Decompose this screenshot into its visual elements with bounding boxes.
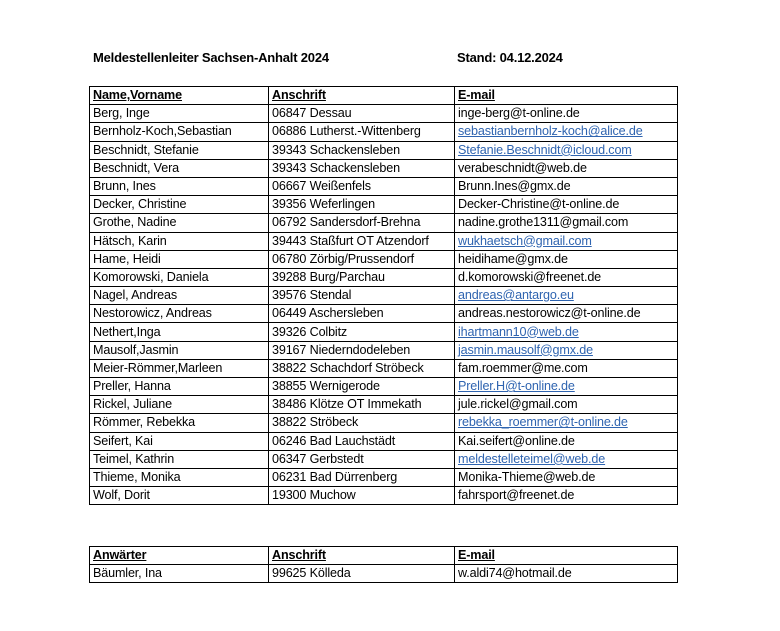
cell-name: Beschnidt, Vera bbox=[90, 159, 269, 177]
document-title: Meldestellenleiter Sachsen-Anhalt 2024 bbox=[93, 50, 329, 65]
cell-name: Meier-Römmer,Marleen bbox=[90, 359, 269, 377]
anwaerter-table bbox=[89, 546, 678, 583]
cell-address: 38822 Schachdorf Ströbeck bbox=[269, 359, 455, 377]
table-row bbox=[90, 432, 678, 450]
cell-address: 06792 Sandersdorf-Brehna bbox=[269, 214, 455, 232]
cell-address: 39288 Burg/Parchau bbox=[269, 268, 455, 286]
cell-name: Hame, Heidi bbox=[90, 250, 269, 268]
cell-address: 06231 Bad Dürrenberg bbox=[269, 468, 455, 486]
cell-email: andreas.nestorowicz@t-online.de bbox=[455, 305, 678, 323]
cell-email: verabeschnidt@web.de bbox=[455, 159, 678, 177]
cell-name: Rickel, Juliane bbox=[90, 396, 269, 414]
cell-address: 39343 Schackensleben bbox=[269, 159, 455, 177]
email-link[interactable]: andreas@antargo.eu bbox=[458, 288, 574, 303]
table-row bbox=[90, 250, 678, 268]
cell-name: Teimel, Kathrin bbox=[90, 450, 269, 468]
cell-email: inge-berg@t-online.de bbox=[455, 105, 678, 123]
cell-email: fahrsport@freenet.de bbox=[455, 487, 678, 505]
table-row bbox=[90, 287, 678, 305]
cell-address: 06667 Weißenfels bbox=[269, 177, 455, 195]
cell-name: Mausolf,Jasmin bbox=[90, 341, 269, 359]
email-link[interactable]: rebekka_roemmer@t-online.de bbox=[458, 415, 628, 430]
column-header-email: E-mail bbox=[455, 547, 678, 565]
cell-name: Nestorowicz, Andreas bbox=[90, 305, 269, 323]
cell-address: 39356 Weferlingen bbox=[269, 196, 455, 214]
cell-name: Preller, Hanna bbox=[90, 378, 269, 396]
cell-name: Hätsch, Karin bbox=[90, 232, 269, 250]
cell-name: Bäumler, Ina bbox=[90, 565, 269, 583]
cell-address: 06847 Dessau bbox=[269, 105, 455, 123]
stand-date: Stand: 04.12.2024 bbox=[457, 50, 563, 65]
table-row bbox=[90, 159, 678, 177]
cell-email: d.komorowski@freenet.de bbox=[455, 268, 678, 286]
cell-address: 39326 Colbitz bbox=[269, 323, 455, 341]
cell-email bbox=[455, 450, 678, 468]
table-row bbox=[90, 305, 678, 323]
cell-name: Wolf, Dorit bbox=[90, 487, 269, 505]
cell-name: Thieme, Monika bbox=[90, 468, 269, 486]
table-row bbox=[90, 468, 678, 486]
table-row bbox=[90, 323, 678, 341]
table-row bbox=[90, 359, 678, 377]
cell-email: Brunn.Ines@gmx.de bbox=[455, 177, 678, 195]
table-row bbox=[90, 177, 678, 195]
table-row bbox=[90, 414, 678, 432]
column-header-address: Anschrift bbox=[269, 547, 455, 565]
table-row bbox=[90, 105, 678, 123]
cell-address: 38486 Klötze OT Immekath bbox=[269, 396, 455, 414]
table-row bbox=[90, 487, 678, 505]
column-header-address: Anschrift bbox=[269, 87, 455, 105]
cell-email bbox=[455, 414, 678, 432]
cell-name: Beschnidt, Stefanie bbox=[90, 141, 269, 159]
cell-email: jule.rickel@gmail.com bbox=[455, 396, 678, 414]
cell-name: Brunn, Ines bbox=[90, 177, 269, 195]
table-row bbox=[90, 565, 678, 583]
column-header-candidate: Anwärter bbox=[90, 547, 269, 565]
cell-email: heidihame@gmx.de bbox=[455, 250, 678, 268]
table-row bbox=[90, 232, 678, 250]
meldestellenleiter-table bbox=[89, 86, 678, 505]
table-row bbox=[90, 141, 678, 159]
table-row bbox=[90, 123, 678, 141]
cell-address: 06246 Bad Lauchstädt bbox=[269, 432, 455, 450]
cell-name: Berg, Inge bbox=[90, 105, 269, 123]
cell-address: 38855 Wernigerode bbox=[269, 378, 455, 396]
cell-address: 39167 Niederndodeleben bbox=[269, 341, 455, 359]
table-header-row bbox=[90, 87, 678, 105]
column-header-name: Name,Vorname bbox=[90, 87, 269, 105]
cell-email: Monika-Thieme@web.de bbox=[455, 468, 678, 486]
table-row bbox=[90, 450, 678, 468]
table-row bbox=[90, 196, 678, 214]
cell-email bbox=[455, 232, 678, 250]
cell-name: Bernholz-Koch,Sebastian bbox=[90, 123, 269, 141]
cell-address: 39576 Stendal bbox=[269, 287, 455, 305]
cell-email bbox=[455, 141, 678, 159]
cell-address: 38822 Ströbeck bbox=[269, 414, 455, 432]
email-link[interactable]: wukhaetsch@gmail.com bbox=[458, 233, 592, 248]
cell-address: 19300 Muchow bbox=[269, 487, 455, 505]
cell-email: Decker-Christine@t-online.de bbox=[455, 196, 678, 214]
cell-name: Decker, Christine bbox=[90, 196, 269, 214]
email-link[interactable]: sebastianbernholz-koch@alice.de bbox=[458, 124, 643, 139]
cell-name: Komorowski, Daniela bbox=[90, 268, 269, 286]
table-row bbox=[90, 341, 678, 359]
cell-address: 99625 Kölleda bbox=[269, 565, 455, 583]
cell-name: Seifert, Kai bbox=[90, 432, 269, 450]
cell-email: w.aldi74@hotmail.de bbox=[455, 565, 678, 583]
email-link[interactable]: Stefanie.Beschnidt@icloud.com bbox=[458, 142, 632, 157]
cell-name: Nethert,Inga bbox=[90, 323, 269, 341]
cell-email bbox=[455, 123, 678, 141]
cell-email bbox=[455, 323, 678, 341]
table-header-row bbox=[90, 547, 678, 565]
table-row bbox=[90, 396, 678, 414]
email-link[interactable]: jasmin.mausolf@gmx.de bbox=[458, 342, 593, 357]
table-row bbox=[90, 378, 678, 396]
cell-email: nadine.grothe1311@gmail.com bbox=[455, 214, 678, 232]
cell-name: Römmer, Rebekka bbox=[90, 414, 269, 432]
cell-email bbox=[455, 378, 678, 396]
cell-address: 06780 Zörbig/Prussendorf bbox=[269, 250, 455, 268]
cell-email bbox=[455, 341, 678, 359]
cell-address: 39443 Staßfurt OT Atzendorf bbox=[269, 232, 455, 250]
email-link[interactable]: ihartmann10@web.de bbox=[458, 324, 579, 339]
table-row bbox=[90, 214, 678, 232]
cell-email: fam.roemmer@me.com bbox=[455, 359, 678, 377]
cell-address: 39343 Schackensleben bbox=[269, 141, 455, 159]
cell-email bbox=[455, 287, 678, 305]
cell-address: 06886 Lutherst.-Wittenberg bbox=[269, 123, 455, 141]
email-link[interactable]: Preller.H@t-online.de bbox=[458, 379, 575, 394]
cell-address: 06449 Aschersleben bbox=[269, 305, 455, 323]
cell-email: Kai.seifert@online.de bbox=[455, 432, 678, 450]
cell-address: 06347 Gerbstedt bbox=[269, 450, 455, 468]
table-row bbox=[90, 268, 678, 286]
email-link[interactable]: meldestelleteimel@web.de bbox=[458, 451, 606, 466]
cell-name: Grothe, Nadine bbox=[90, 214, 269, 232]
column-header-email: E-mail bbox=[455, 87, 678, 105]
cell-name: Nagel, Andreas bbox=[90, 287, 269, 305]
